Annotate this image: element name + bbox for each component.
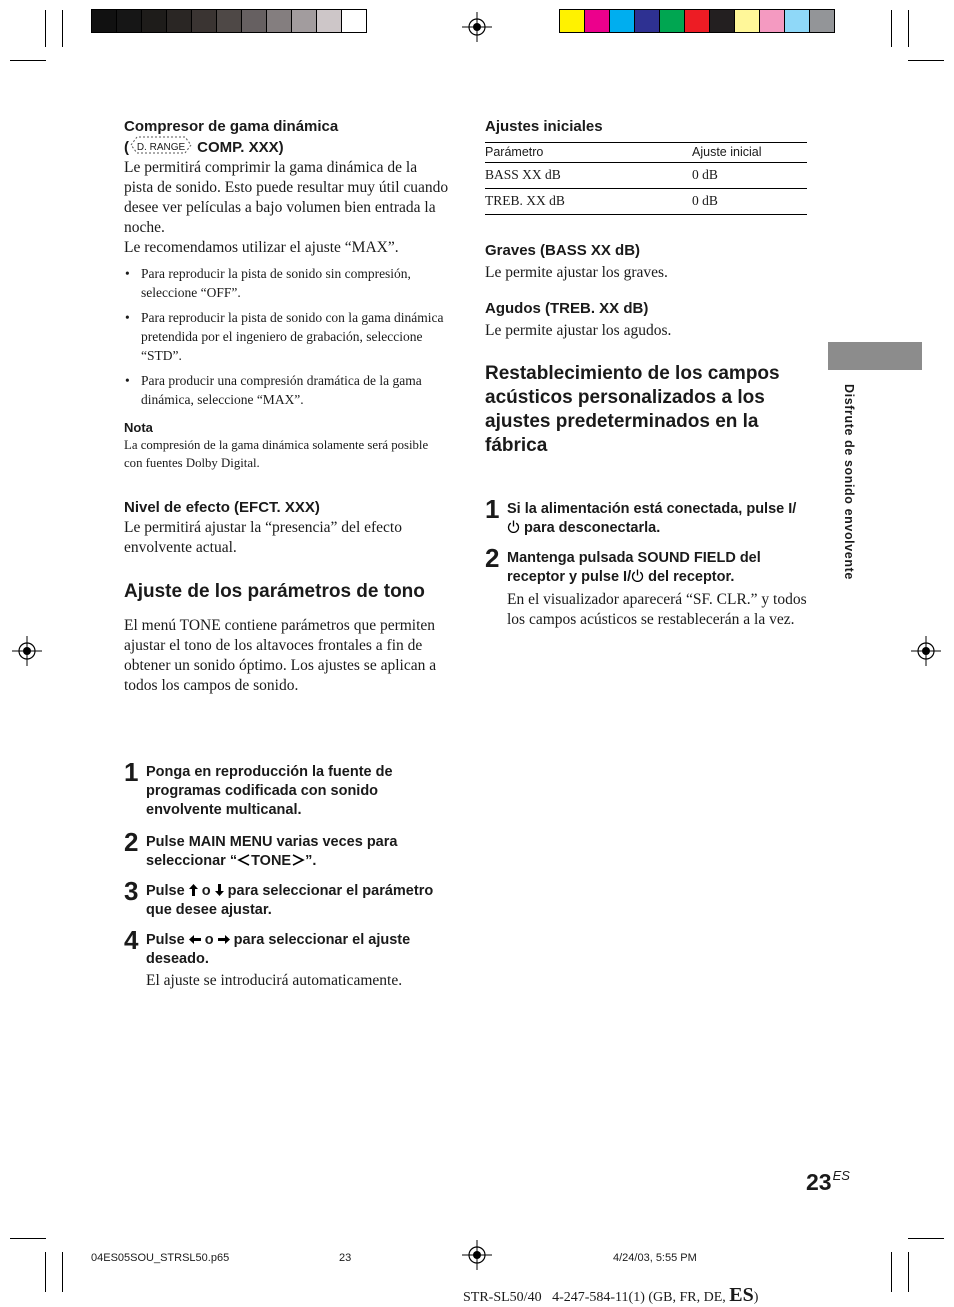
step-text	[146, 833, 449, 871]
color-swatch	[684, 9, 710, 33]
step-text-part: del receptor.	[644, 569, 735, 585]
page-number-value: 23	[806, 1169, 832, 1195]
crop-mark	[891, 1252, 892, 1292]
chevron-right-icon	[291, 853, 305, 867]
step-text-part: Si la alimentación está conectada, pulse I/	[507, 501, 797, 517]
color-swatch	[91, 9, 117, 33]
comp-paragraph: Le permitirá comprimir la gama dinámica de la pista de sonido. Esto puede resultar muy útil cuando desee ver películas a bajo volumen bien entrada la noche.	[124, 159, 449, 236]
color-swatch	[341, 9, 367, 33]
color-swatch	[216, 9, 242, 33]
step-text-part: o	[204, 932, 214, 948]
table-cell: 0 dB	[692, 189, 807, 215]
color-swatch	[709, 9, 735, 33]
color-swatch	[809, 9, 835, 33]
step-text-part: para seleccionar el parámetro que desee ajustar.	[146, 883, 434, 918]
agudos-text: Le permite ajustar los agudos.	[485, 322, 672, 339]
page-number	[806, 1168, 850, 1196]
tone-step-1	[124, 757, 449, 820]
efct-text: Le permitirá ajustar la “presencia” del efecto envolvente actual.	[124, 519, 402, 556]
chevron-left-icon	[237, 853, 251, 867]
comp-title-text: Compresor de gama dinámica	[124, 118, 339, 135]
color-swatch	[734, 9, 760, 33]
list-item: • Para reproducir la pista de sonido sin compresión, seleccione “OFF”.	[124, 264, 449, 302]
color-swatch	[759, 9, 785, 33]
step-text-part: Pulse	[146, 932, 185, 948]
footer-file: 04ES05SOU_STRSL50.p65	[91, 1252, 230, 1264]
color-swatch	[784, 9, 810, 33]
left-column	[124, 117, 449, 696]
color-swatch	[266, 9, 292, 33]
registration-mark-icon	[462, 12, 492, 42]
step-note: El ajuste se introducirá automaticamente.	[146, 972, 403, 989]
comp-recommendation: Le recomendamos utilizar el ajuste “MAX”.	[124, 239, 399, 256]
right-column	[485, 117, 807, 458]
color-swatch	[241, 9, 267, 33]
step-number: 1	[124, 757, 139, 787]
footer-model-close: )	[753, 1290, 759, 1305]
footer-model-text: STR-SL50/40 4-247-584-11(1) (GB, FR, DE,	[463, 1290, 726, 1305]
comp-section-title	[124, 117, 449, 157]
side-tab-label: Disfrute de sonido envolvente	[842, 384, 856, 580]
crop-mark	[908, 60, 944, 61]
step-text	[146, 882, 449, 920]
init-settings-title: Ajustes iniciales	[485, 118, 603, 135]
table-header: Ajuste inicial	[692, 143, 807, 163]
crop-mark	[908, 10, 909, 47]
color-swatch	[316, 9, 342, 33]
color-swatch	[584, 9, 610, 33]
table-cell: TREB. XX dB	[485, 189, 692, 215]
color-swatch	[634, 9, 660, 33]
efct-title: Nivel de efecto (EFCT. XXX)	[124, 499, 320, 516]
color-swatch	[191, 9, 217, 33]
d-range-badge-icon	[129, 136, 193, 154]
step-text	[507, 500, 807, 538]
registration-mark-icon	[462, 1240, 492, 1270]
step-number: 2	[485, 543, 500, 573]
side-tab-bar	[828, 342, 922, 370]
graves-title: Graves (BASS XX dB)	[485, 242, 641, 259]
step-number: 3	[124, 876, 139, 906]
power-icon	[507, 520, 520, 533]
table-row	[485, 189, 807, 215]
crop-mark	[62, 10, 63, 47]
comp-bullet-list	[124, 264, 449, 409]
tone-intro: El menú TONE contiene parámetros que permiten ajustar el tono de los altavoces frontales a fin de obtener un sonido óptimo. Los ajustes se aplican a todos los campos de sonido.	[124, 617, 437, 694]
color-swatch	[559, 9, 585, 33]
footer-date: 4/24/03, 5:55 PM	[613, 1252, 697, 1264]
reset-heading: Restablecimiento de los campos acústicos personalizados a los ajustes predeterminados en la fábrica	[485, 363, 780, 456]
d-range-badge-label: D. RANGE	[136, 142, 186, 153]
step-text-part: para desconectarla.	[520, 520, 661, 536]
table-header-row	[485, 143, 807, 163]
crop-mark	[891, 10, 892, 47]
page-language: ES	[832, 1168, 850, 1183]
agudos-title: Agudos (TREB. XX dB)	[485, 300, 649, 317]
arrow-right-icon	[218, 935, 230, 944]
comp-paren: (	[124, 139, 129, 156]
crop-mark	[10, 60, 46, 61]
reset-step-1	[485, 494, 807, 538]
table-cell: 0 dB	[692, 163, 807, 189]
step-text-part: para seleccionar el ajuste deseado.	[146, 932, 411, 967]
list-item: • Para reproducir la pista de sonido con la gama dinámica pretendida por el ingeniero de grabación, seleccione “STD”.	[124, 308, 449, 365]
note-title: Nota	[124, 420, 153, 435]
note-text: La compresión de la gama dinámica solamente será posible con fuentes Dolby Digital.	[124, 438, 429, 470]
step-number: 2	[124, 827, 139, 857]
crop-mark	[45, 1252, 46, 1292]
tone-step-2	[124, 827, 449, 871]
step-text-part: Pulse	[146, 883, 185, 899]
list-item: • Para producir una compresión dramática de la gama dinámica, seleccione “MAX”.	[124, 371, 449, 409]
tone-step-4	[124, 925, 449, 991]
table-row	[485, 163, 807, 189]
step-text	[146, 931, 449, 969]
graves-text: Le permite ajustar los graves.	[485, 264, 668, 281]
power-icon	[631, 569, 644, 582]
crop-mark	[62, 1252, 63, 1292]
color-swatch	[116, 9, 142, 33]
step-text	[507, 549, 807, 587]
table-header: Parámetro	[485, 143, 692, 163]
registration-mark-icon	[911, 636, 941, 666]
tone-heading: Ajuste de los parámetros de tono	[124, 581, 425, 602]
step-number: 1	[485, 494, 500, 524]
step-text-part: Mantenga pulsada SOUND FIELD del receptor y pulse I/	[507, 550, 761, 585]
crop-mark	[10, 1238, 46, 1239]
footer-page: 23	[339, 1252, 352, 1264]
crop-mark	[908, 1252, 909, 1292]
tone-step-3	[124, 876, 449, 920]
footer-model-es: ES	[729, 1284, 754, 1306]
color-swatch	[659, 9, 685, 33]
step-text-part: TONE	[251, 853, 292, 869]
color-swatch	[141, 9, 167, 33]
arrow-down-icon	[215, 884, 224, 896]
step-text-part: o	[201, 883, 211, 899]
crop-mark	[45, 10, 46, 47]
comp-title-suffix: COMP. XXX)	[197, 139, 284, 156]
crop-mark	[908, 1238, 944, 1239]
registration-mark-icon	[12, 636, 42, 666]
color-swatch	[291, 9, 317, 33]
color-swatch	[166, 9, 192, 33]
reset-step-2	[485, 543, 807, 630]
footer-model	[456, 1268, 758, 1307]
color-swatch	[609, 9, 635, 33]
arrow-up-icon	[189, 884, 198, 896]
step-note: En el visualizador aparecerá “SF. CLR.” y todos los campos acústicos se restablecerán a la vez.	[507, 591, 807, 628]
step-text-part: ”.	[305, 853, 317, 869]
step-text: Ponga en reproducción la fuente de programas codificada con sonido envolvente multicanal.	[146, 764, 393, 818]
table-cell: BASS XX dB	[485, 163, 692, 189]
step-text-part: Pulse MAIN MENU varias veces para seleccionar “	[146, 834, 398, 869]
arrow-left-icon	[189, 935, 201, 944]
step-number: 4	[124, 925, 139, 955]
init-settings-table	[485, 142, 807, 215]
